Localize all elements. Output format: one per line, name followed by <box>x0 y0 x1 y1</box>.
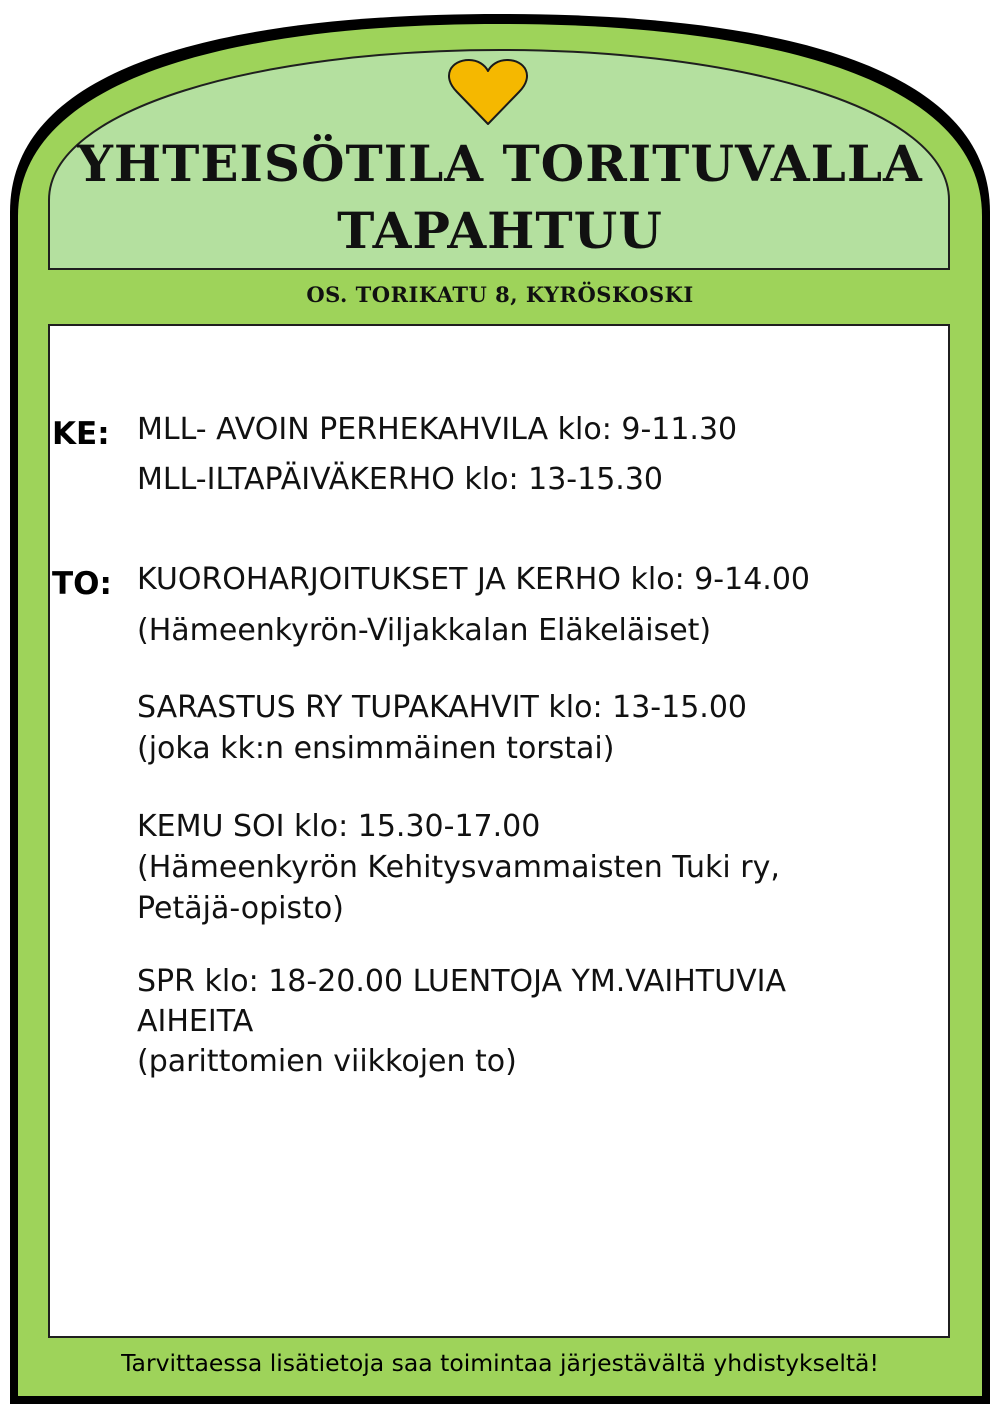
day-label-wednesday: KE: <box>52 416 110 452</box>
page-title-line-2: TAPAHTUU <box>337 201 663 260</box>
schedule-line: (parittomien viikkojen to) <box>137 1044 517 1079</box>
schedule-line: KEMU SOI klo: 15.30-17.00 <box>137 809 541 844</box>
day-label-thursday: TO: <box>52 566 112 602</box>
schedule-line: MLL-ILTAPÄIVÄKERHO klo: 13-15.30 <box>137 462 663 497</box>
schedule-line: (Hämeenkyrön Kehitysvammaisten Tuki ry, <box>137 850 780 885</box>
address-line: OS. TORIKATU 8, KYRÖSKOSKI <box>306 282 694 307</box>
page-title-line-1: YHTEISÖTILA TORITUVALLA <box>77 134 923 193</box>
schedule-line: MLL- AVOIN PERHEKAHVILA klo: 9-11.30 <box>137 412 738 447</box>
schedule-line: KUOROHARJOITUKSET JA KERHO klo: 9-14.00 <box>137 562 811 597</box>
footer-note: Tarvittaessa lisätietoja saa toimintaa järjestävältä yhdistykseltä! <box>121 1349 879 1377</box>
schedule-line: Petäjä-opisto) <box>137 891 344 926</box>
schedule-line: SPR klo: 18-20.00 LUENTOJA YM.VAIHTUVIA <box>137 964 786 999</box>
schedule-line: SARASTUS RY TUPAKAHVIT klo: 13-15.00 <box>137 690 747 725</box>
schedule-line: (Hämeenkyrön-Viljakkalan Eläkeläiset) <box>137 613 712 648</box>
schedule-line: AIHEITA <box>137 1004 254 1039</box>
schedule-line: (joka kk:n ensimmäinen torstai) <box>137 731 615 766</box>
